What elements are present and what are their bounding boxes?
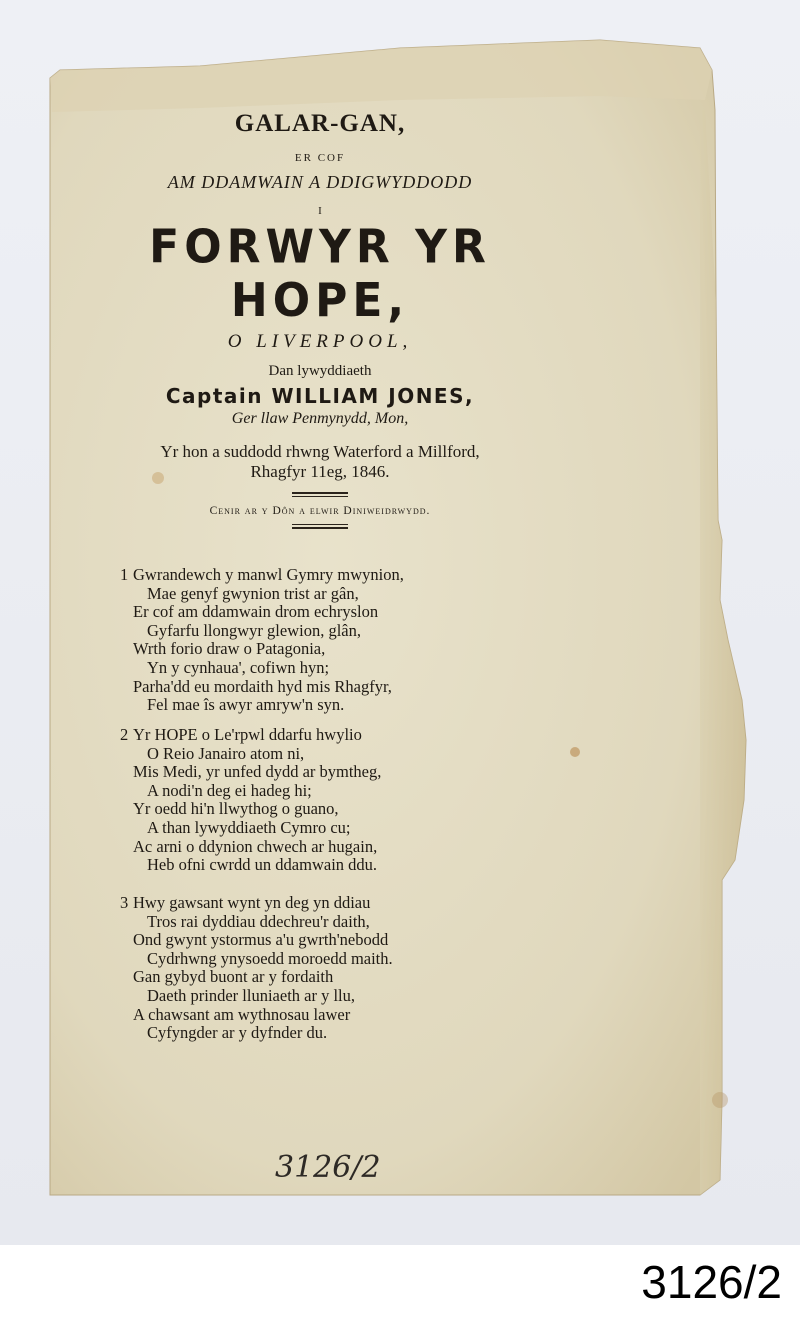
verse-line <box>120 1024 393 1043</box>
verse-text: Mis Medi, yr unfed dydd ar bymtheg, <box>133 762 382 782</box>
sinking-line-2: Rhagfyr 11eg, 1846. <box>250 462 390 481</box>
stanza-3 <box>120 894 393 1043</box>
verse-line <box>120 782 381 801</box>
verse-text: Ond gwynt ystormus a'u gwrth'nebodd <box>133 930 389 950</box>
verse-line <box>120 913 393 932</box>
captain-name: Captain WILLIAM JONES, <box>165 384 475 408</box>
verse-line <box>120 968 393 987</box>
verse-line <box>120 950 393 969</box>
verse-line <box>120 622 404 641</box>
verse-text: Mae genyf gwynion trist ar gân, <box>147 583 359 603</box>
broadside-header <box>60 110 580 529</box>
verse-text: Fel mae îs awyr amryw'n syn. <box>147 695 345 715</box>
divider-top <box>292 492 348 497</box>
handwritten-accession-number: 3126/2 <box>275 1150 381 1185</box>
verse-line <box>120 603 404 622</box>
verse-text: Hwy gawsant wynt yn deg yn ddiau <box>133 893 371 912</box>
verse-text: Heb ofni cwrdd un ddamwain ddu. <box>147 855 378 875</box>
verse-text: O Reio Janairo atom ni, <box>147 743 305 763</box>
connector-i: I <box>318 205 322 217</box>
verse-line <box>120 763 381 782</box>
sinking-line-1: Yr hon a suddodd rhwng Waterford a Millford, <box>160 442 480 461</box>
stanza-number: 1 <box>120 565 129 584</box>
verse-text: Parha'dd eu mordaith hyd mis Rhagfyr, <box>133 676 392 696</box>
verse-line <box>120 856 381 875</box>
ship-title: FORWYR YR HOPE, <box>149 220 491 328</box>
captain-location: Ger llaw Penmynydd, Mon, <box>231 410 409 427</box>
verse-line <box>120 1006 393 1025</box>
verse-text: A than lywyddiaeth Cymro cu; <box>147 817 351 837</box>
subtitle: AM DDAMWAIN A DDIGWYDDODD <box>167 172 473 192</box>
verse-line <box>120 726 381 745</box>
title: GALAR-GAN, <box>234 110 406 137</box>
divider-bottom <box>292 524 348 529</box>
verse-line <box>120 659 404 678</box>
verse-line <box>120 745 381 764</box>
verse-text: Ac arni o ddynion chwech ar hugain, <box>133 836 378 856</box>
verse-text: Yr HOPE o Le'rpwl ddarfu hwylio <box>133 725 362 744</box>
verse-line <box>120 678 404 697</box>
verse-text: Tros rai dyddiau ddechreu'r daith, <box>147 911 370 931</box>
stanza-1 <box>120 566 404 715</box>
verse-text: Yn y cynhaua', cofiwn hyn; <box>147 657 330 677</box>
port-line: O LIVERPOOL, <box>227 331 413 352</box>
verse-text: Gwrandewch y manwl Gymry mwynion, <box>133 565 404 584</box>
stanza-2 <box>120 726 381 875</box>
verse-line <box>120 819 381 838</box>
verse-line <box>120 894 393 913</box>
verse-text: A chawsant am wythnosau lawer <box>133 1004 351 1024</box>
verse-line <box>120 696 404 715</box>
verse-line <box>120 800 381 819</box>
verse-text: Yr oedd hi'n llwythog o guano, <box>133 799 339 819</box>
verse-text: Daeth prinder lluniaeth ar y llu, <box>147 985 356 1005</box>
catalog-number-label: 3126/2 <box>641 1256 782 1308</box>
verse-line <box>120 931 393 950</box>
verse-text: Gyfarfu llongwyr glewion, glân, <box>147 620 361 640</box>
verse-line <box>120 585 404 604</box>
verse-text: Wrth forio draw o Patagonia, <box>133 639 326 659</box>
tune-line: Cenir ar y Dôn a elwir Diniweidrwydd. <box>209 505 431 517</box>
verse-line <box>120 640 404 659</box>
er-cof-line: ER COF <box>294 152 346 164</box>
verse-line <box>120 566 404 585</box>
verse-text: Cydrhwng ynysoedd moroedd maith. <box>147 948 393 968</box>
verse-text: A nodi'n deg ei hadeg hi; <box>147 780 312 800</box>
stanza-number: 3 <box>120 893 129 912</box>
command-label: Dan lywyddiaeth <box>268 363 372 379</box>
verse-text: Cyfyngder ar y dyfnder du. <box>147 1023 328 1043</box>
verse-line <box>120 838 381 857</box>
verse-text: Gan gybyd buont ar y fordaith <box>133 967 334 987</box>
verse-line <box>120 987 393 1006</box>
stanza-number: 2 <box>120 725 129 744</box>
verse-text: Er cof am ddamwain drom echryslon <box>133 602 379 622</box>
